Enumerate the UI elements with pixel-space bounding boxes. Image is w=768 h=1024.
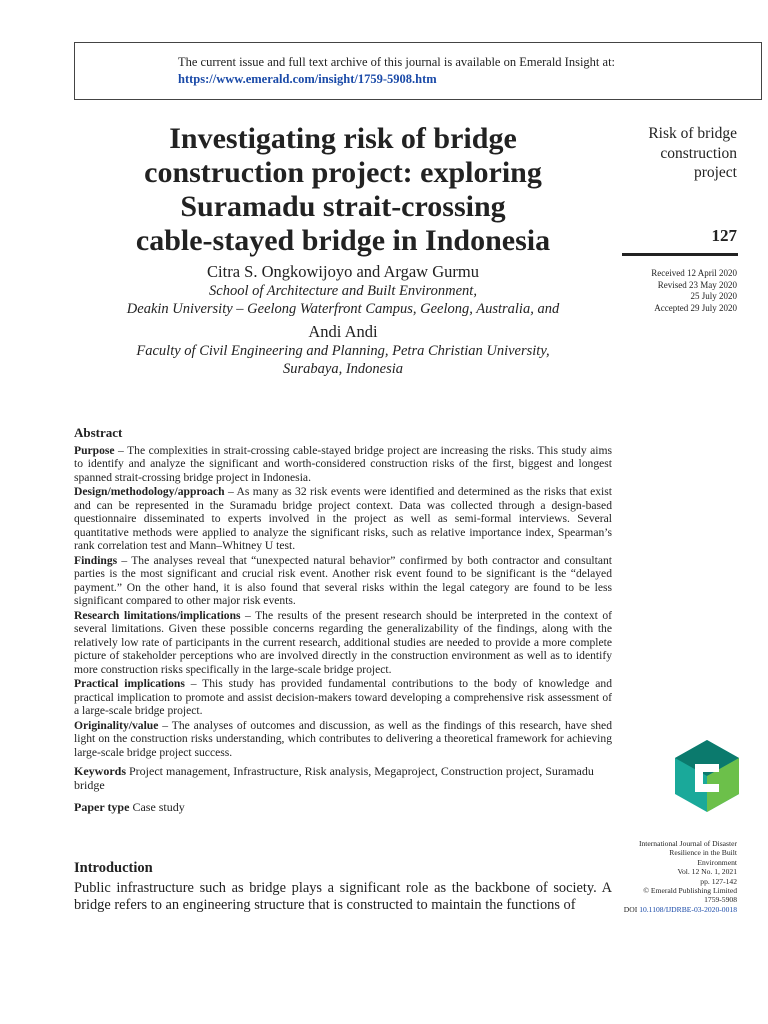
- page-number: 127: [711, 226, 737, 245]
- author-names-1: Citra S. Ongkowijoyo and Argaw Gurmu: [207, 262, 479, 281]
- journal-url-link[interactable]: https://www.emerald.com/insight/1759-5908.htm: [178, 72, 437, 86]
- paper-type-label: Paper type: [74, 800, 130, 814]
- doi-link[interactable]: 10.1108/IJDRBE-03-2020-0018: [639, 904, 737, 914]
- paper-type-text: Case study: [129, 800, 185, 814]
- affiliation-2-line-1: Faculty of Civil Engineering and Planning, Petra Christian University,: [136, 343, 550, 359]
- received-date: Received 12 April 2020: [651, 268, 737, 278]
- running-title-line: Risk of bridge: [648, 125, 737, 142]
- accepted-date: Accepted 29 July 2020: [654, 302, 737, 313]
- design-label: Design/methodology/approach: [74, 485, 225, 498]
- originality-label: Originality/value: [74, 718, 159, 732]
- affiliation-1-line-2: Deakin University – Geelong Waterfront Campus, Geelong, Australia, and: [126, 301, 560, 317]
- sidebar-divider: [622, 253, 738, 256]
- abstract-purpose: [74, 444, 612, 485]
- journal-name-line: Environment: [697, 857, 737, 867]
- limitations-text: – The results of the present research should be interpreted in the context of several limitations. Given these possible concerns regarding the generalizability of the findings, along with the relatively low rate of participants in the current research, additional studies are needed to provide a more complete picture of stakeholder perceptions who are involved directly in the construction environment as well as to identify more construction risks specifically in the large-scale bridge project.: [74, 608, 612, 676]
- keywords-label: Keywords: [74, 764, 126, 778]
- abstract-design: [74, 485, 612, 553]
- limitations-label: Research limitations/implications: [74, 608, 241, 622]
- running-title: [612, 124, 737, 183]
- abstract-practical: [74, 677, 612, 718]
- abstract-originality: [74, 719, 612, 760]
- keywords-text: Project management, Infrastructure, Risk analysis, Megaproject, Construction project, Suramadu bridge: [74, 764, 594, 792]
- journal-name-line: International Journal of Disaster: [638, 839, 737, 848]
- title-line-3: Suramadu strait-crossing: [180, 190, 506, 223]
- purpose-label: Purpose: [74, 443, 115, 457]
- design-text: – As many as 32 risk events were identified and determined as the risks that exist and can be represented in the Suramadu bridge project context. Data was collected through a design-based questionnaire disseminated to experts involved in the project as well as semi-formal interviews. Several quantitative methods were applied to analyze the significant risks, such as relative importance index, Spearman’s rank correlation test and Mann–Whitney U test.: [74, 485, 612, 552]
- practical-label: Practical implications: [74, 677, 185, 690]
- revised-date-2: 25 July 2020: [690, 291, 737, 301]
- doi: [612, 905, 737, 914]
- paper-title: [74, 122, 612, 258]
- revised-date: Revised 23 May 2020: [657, 279, 737, 290]
- affiliation-1-line-1: School of Architecture and Built Environment,: [209, 283, 477, 299]
- title-line-2: construction project: exploring: [144, 156, 542, 189]
- introduction-text: Public infrastructure such as bridge plays a significant role as the backbone of society. A bridge refers to an engineering structure that is constructed to maintain the functions of: [74, 879, 612, 913]
- findings-label: Findings: [74, 553, 118, 567]
- volume-info: Vol. 12 No. 1, 2021: [677, 867, 737, 877]
- title-line-1: Investigating risk of bridge: [169, 122, 517, 155]
- author-names-2: Andi Andi: [308, 322, 378, 341]
- abstract-findings: [74, 554, 612, 608]
- page-range: pp. 127-142: [700, 876, 737, 886]
- issn: 1759-5908: [704, 895, 737, 905]
- practical-text: – This study has provided fundamental contributions to the body of knowledge and practical implication to promote and assist decision-makers toward developing a comprehensive risk assessment of a large-scale bridge project.: [74, 677, 612, 717]
- banner-line: The current issue and full text archive of this journal is available on Emerald Insight at:: [178, 55, 616, 69]
- journal-name-line: Resilience in the Built: [669, 848, 737, 858]
- findings-text: – The analyses reveal that “unexpected natural behavior” confirmed by both contractor and consultant parties is the most significant and crucial risk event. Another risk event found to be significant is the “delayed payment.” On the other hand, it is also found that several risks within the legal category are found to be less significant compared to other major risk events.: [74, 553, 612, 607]
- article-history: [612, 268, 737, 314]
- running-title-line: project: [693, 164, 737, 181]
- journal-availability-banner: [74, 42, 762, 100]
- title-line-4: cable-stayed bridge in Indonesia: [135, 224, 551, 257]
- emerald-publishing-logo-icon: [675, 740, 739, 812]
- introduction-heading: Introduction: [74, 860, 153, 876]
- author-block: [74, 262, 612, 378]
- originality-text: – The analyses of outcomes and discussion, as well as the findings of this research, have shed light on the construction risks understanding, which contributes to delivering a theoretical framework for achieving large-scale bridge project success.: [74, 718, 612, 759]
- doi-label: DOI: [623, 904, 638, 914]
- purpose-text: – The complexities in strait-crossing cable-stayed bridge project are increasing the risks. This study aims to identify and analyze the significant and worth-considered construction risks of the first, biggest and longest spanned strait-crossing bridge project in Indonesia.: [74, 443, 612, 484]
- affiliation-2-line-2: Surabaya, Indonesia: [282, 361, 403, 377]
- keywords: [74, 765, 612, 792]
- journal-info: [612, 839, 737, 914]
- paper-type: [74, 801, 612, 815]
- abstract-section: [74, 426, 612, 816]
- publisher: © Emerald Publishing Limited: [643, 886, 737, 896]
- abstract-heading: Abstract: [74, 425, 123, 440]
- banner-text: [178, 54, 615, 88]
- introduction-section: [74, 860, 612, 915]
- running-title-line: construction: [660, 144, 737, 162]
- abstract-limitations: [74, 609, 612, 677]
